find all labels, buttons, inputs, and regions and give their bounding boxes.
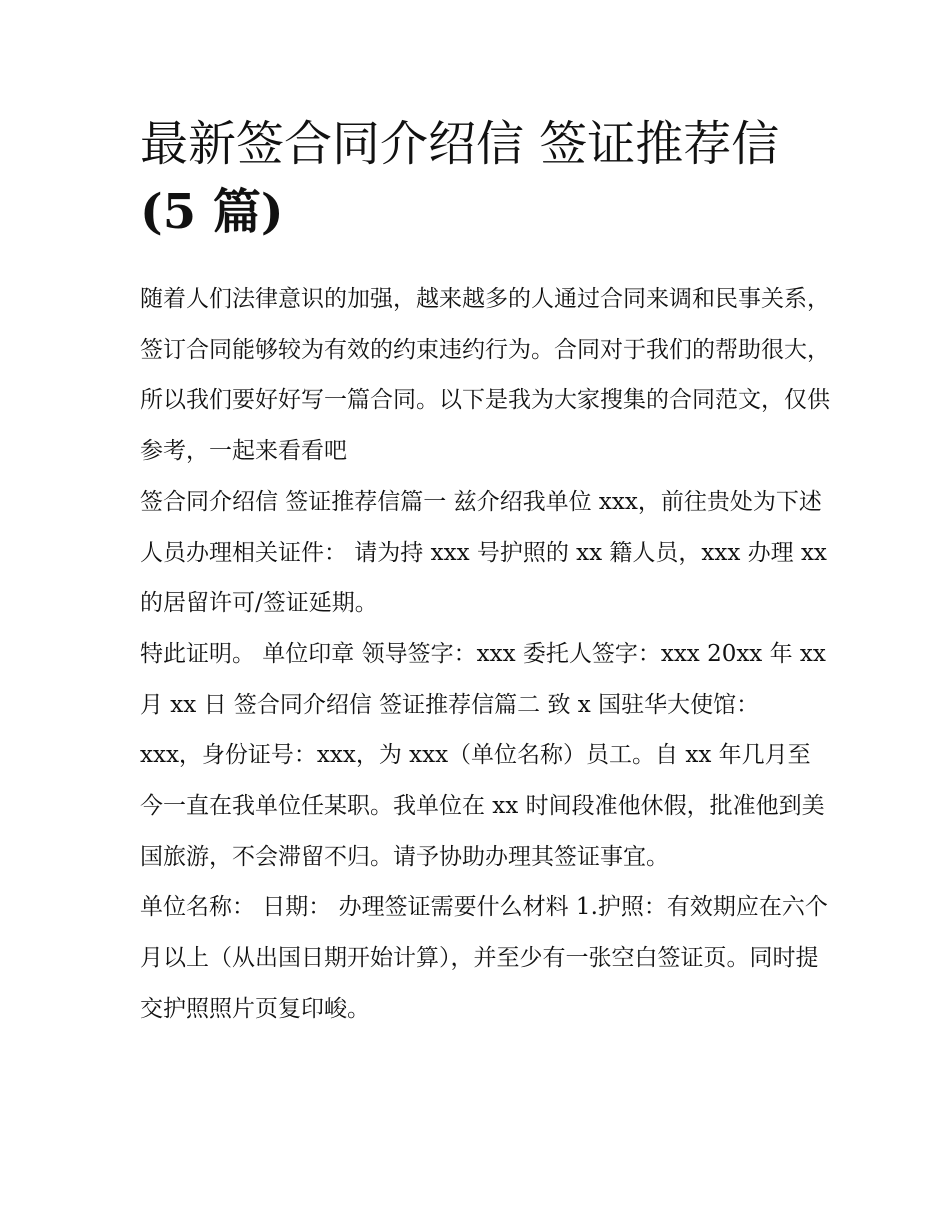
title-line-1: 最新签合同介绍信 签证推荐信	[140, 116, 780, 172]
intro-paragraph: 随着人们法律意识的加强，越来越多的人通过合同来调和民事关系，签订合同能够较为有效的约束违约行为。合同对于我们的帮助很大，所以我们要好好写一篇合同。以下是我为大家搜集的合同范文，仅供参考，一起来看看吧	[140, 286, 830, 465]
certification-paragraph: 特此证明。 单位印章 领导签字：xxx 委托人签字：xxx 20xx 年 xx 月 xx 日 签合同介绍信 签证推荐信篇二 致 x 国驻华大使馆：	[140, 640, 826, 718]
letter-two-paragraph: xxx，身份证号：xxx，为 xxx（单位名称）员工。自 xx 年几月至今一直在我单位任某职。我单位在 xx 时间段准他休假，批准他到美国旅游，不会滞留不归。请予协助办理其签证事宜。	[140, 742, 825, 870]
visa-materials-paragraph: 单位名称： 日期： 办理签证需要什么材料 1.护照：有效期应在六个月以上（从出国日期开始计算），并至少有一张空白签证页。同时提交护照照片页复印峻。	[140, 894, 828, 1022]
document-body	[140, 274, 830, 1035]
letter-one-paragraph: 签合同介绍信 签证推荐信篇一 兹介绍我单位 xxx，前往贵处为下述人员办理相关证件： 请为持 xxx 号护照的 xx 籍人员，xxx 办理 xx 的居留许可/签证延期。	[140, 488, 827, 617]
title-line-2: (5 篇)	[140, 184, 284, 240]
document-title	[140, 110, 830, 246]
